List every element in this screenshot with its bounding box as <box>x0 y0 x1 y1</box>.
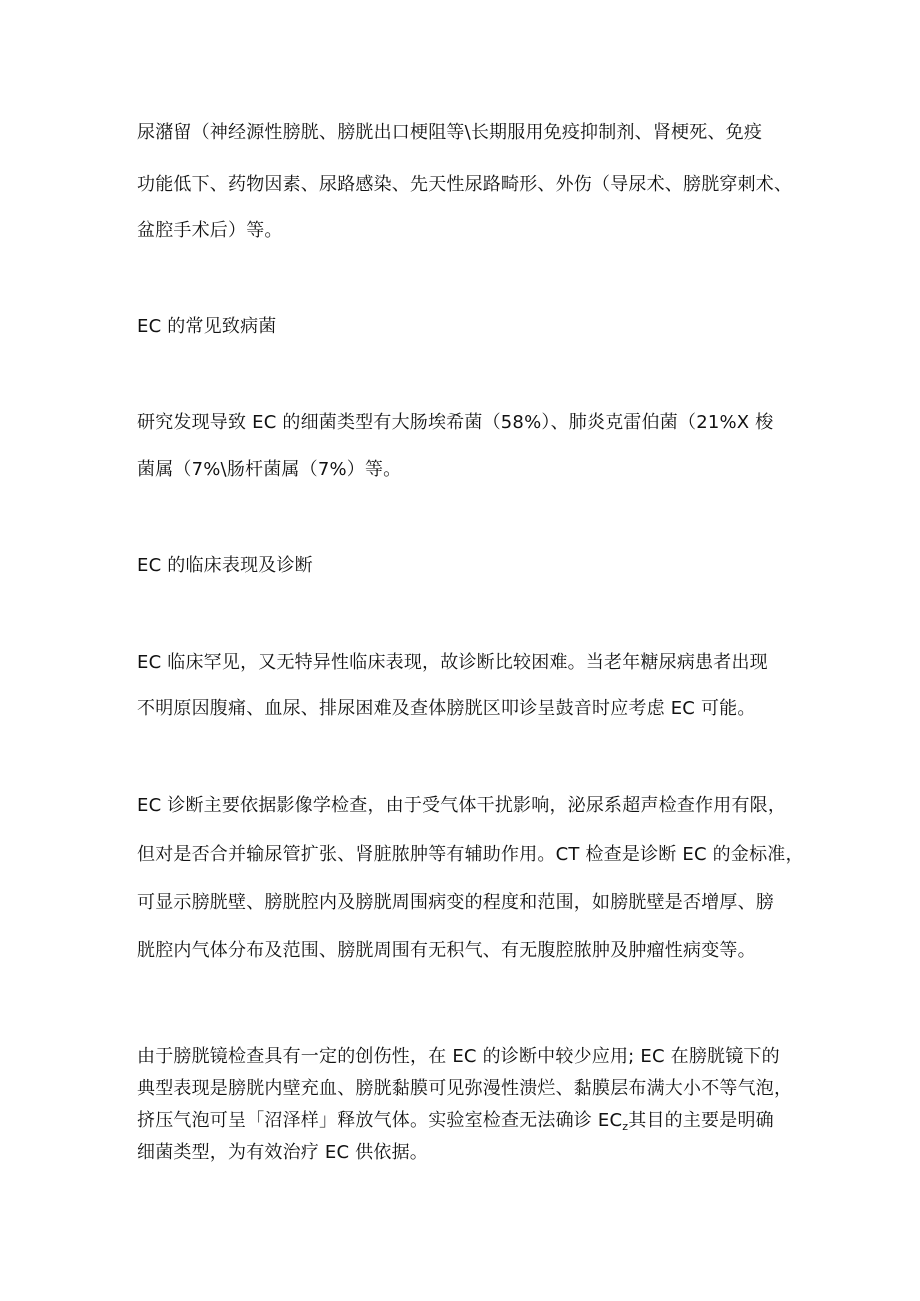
paragraph-line: 可显示膀胱壁、膀胱腔内及膀胱周围病变的程度和范围，如膀胱壁是否增厚、膀 <box>137 892 774 913</box>
paragraph-line: 研究发现导致 EC 的细菌类型有大肠埃希菌（58%）、肺炎克雷伯菌（21%X 梭 <box>137 412 774 433</box>
paragraph-line: 不明原因腹痛、血尿、排尿困难及查体膀胱区叩诊呈鼓音时应考虑 EC 可能。 <box>137 698 756 719</box>
paragraph-text: 其目的主要是明确 <box>628 1110 774 1131</box>
paragraph-line: 但对是否合并输尿管扩张、肾脏脓肿等有辅助作用。CT 检查是诊断 EC 的金标准， <box>137 844 804 865</box>
paragraph-line: EC 临床罕见，又无特异性临床表现，故诊断比较困难。当老年糖尿病患者出现 <box>137 652 768 673</box>
subscript-text: z <box>622 1120 629 1133</box>
paragraph-line: 盆腔手术后）等。 <box>137 220 283 241</box>
paragraph-line: 功能低下、药物因素、尿路感染、先天性尿路畸形、外伤（导尿术、膀胱穿刺术、 <box>137 174 793 195</box>
paragraph-line: 由于膀胱镜检查具有一定的创伤性，在 EC 的诊断中较少应用; EC 在膀胱镜下的 <box>137 1046 780 1067</box>
paragraph-line: EC 诊断主要依据影像学检查，由于受气体干扰影响，泌尿系超声检查作用有限， <box>137 795 787 816</box>
paragraph-line: 菌属（7%\肠杆菌属（7%）等。 <box>137 459 402 480</box>
paragraph-line <box>137 1109 797 1139</box>
paragraph-line: 尿潴留（神经源性膀胱、膀胱出口梗阻等\长期服用免疫抑制剂、肾梗死、免疫 <box>137 122 763 143</box>
paragraph-line: 胱腔内气体分布及范围、膀胱周围有无积气、有无腹腔脓肿及肿瘤性病变等。 <box>137 940 756 961</box>
paragraph-text: 挤压气泡可呈「沼泽样」释放气体。实验室检查无法确诊 EC <box>137 1110 623 1131</box>
paragraph-line: 细菌类型，为有效治疗 EC 供依据。 <box>137 1142 428 1163</box>
section-heading: EC 的常见致病菌 <box>137 316 277 337</box>
paragraph-line: 典型表现是膀胱内壁充血、膀胱黏膜可见弥漫性溃烂、黏膜层布满大小不等气泡， <box>137 1078 793 1099</box>
section-heading: EC 的临床表现及诊断 <box>137 555 313 576</box>
